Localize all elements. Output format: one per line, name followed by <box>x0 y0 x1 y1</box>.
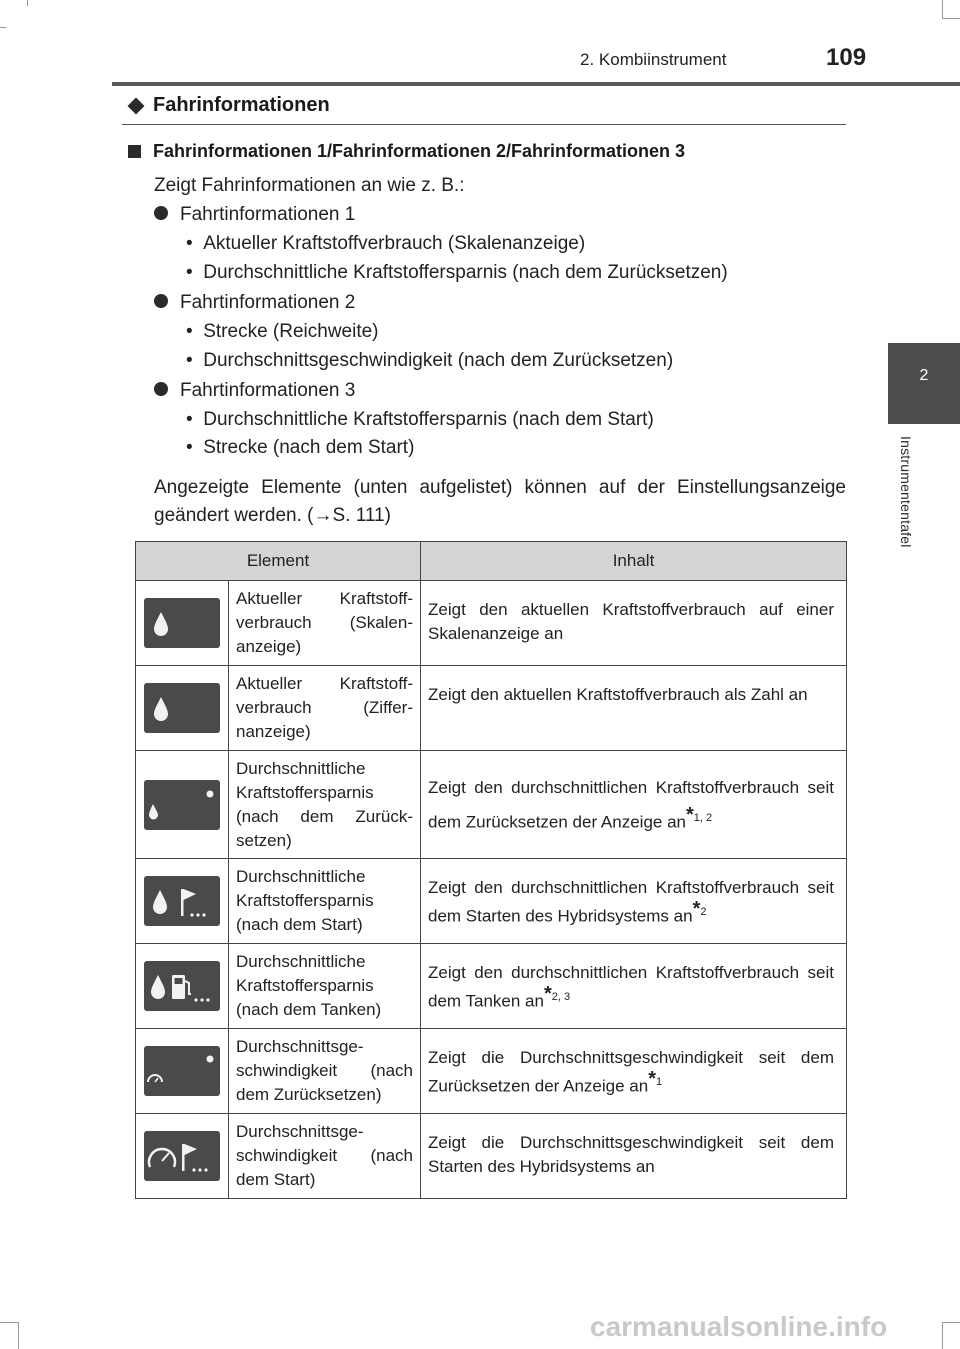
list-item: • Durchschnittliche Kraftstoffersparnis (nach dem Start) <box>186 409 654 430</box>
info-table <box>135 541 847 1199</box>
group-title: Fahrtinformationen 1 <box>180 204 356 225</box>
footnote-ref: 2, 3 <box>551 991 571 1003</box>
element-name: Durchschnittliche Kraftstoffersparnis (nach dem Tanken) <box>229 944 421 1029</box>
footnote-ref: 2 <box>700 906 707 918</box>
table-row <box>136 944 847 1029</box>
element-name: Aktueller Kraftstoff-verbrauch (Ziffer-nanzeige) <box>229 666 421 751</box>
fuel-drop-gauge-icon <box>144 598 220 648</box>
table-row <box>136 1114 847 1199</box>
column-header-content: Inhalt <box>421 542 847 581</box>
fuel-drop-number-icon <box>144 683 220 733</box>
element-description: Zeigt den durchschnittlichen Kraftstoffverbrauch seit dem Zurücksetzen der Anzeige an*$^{1, 2}$ <box>421 751 847 859</box>
element-description: Zeigt den aktuellen Kraftstoffverbrauch auf einer Skalenanzeige an <box>421 581 847 666</box>
list-group-title <box>154 204 355 226</box>
section-title: Fahrinformationen <box>153 94 330 116</box>
list-item: • Durchschnittsgeschwindigkeit (nach dem Zurücksetzen) <box>186 350 674 371</box>
section-heading <box>128 94 330 117</box>
intro-text: Zeigt Fahrinformationen an wie z. B.: <box>154 175 465 196</box>
subsection-heading <box>128 141 685 162</box>
chapter-number: 2 <box>919 367 929 384</box>
list-item: • Aktueller Kraftstoffverbrauch (Skalenanzeige) <box>186 233 586 254</box>
list-item: • Strecke (nach dem Start) <box>186 437 415 458</box>
list-item: • Strecke (Reichweite) <box>186 321 379 342</box>
footnote-ref: 1 <box>655 1076 663 1088</box>
settings-paragraph: Angezeigte Elemente (unten aufgelistet) können auf der Einstellungsanzeige geändert werden. (→S. 111) <box>154 477 846 526</box>
group-title: Fahrtinformationen 2 <box>180 292 356 313</box>
footnote-ref: 1, 2 <box>693 812 713 824</box>
list-group-title <box>154 380 355 402</box>
header-divider <box>112 82 960 86</box>
chapter-label: Instrumententafel <box>898 436 914 548</box>
footnote-asterisk: * <box>685 804 694 826</box>
column-header-element: Element <box>136 542 421 581</box>
list-item-text: Durchschnittliche Kraftstoffersparnis (nach dem Zurücksetzen) <box>203 262 728 283</box>
fuel-drop-pump-icon <box>144 961 220 1011</box>
element-description: Zeigt die Durchschnittsgeschwindigkeit seit dem Zurücksetzen der Anzeige an*$^1$ <box>421 1029 847 1114</box>
list-item-text: Durchschnittliche Kraftstoffersparnis (nach dem Start) <box>203 409 654 430</box>
table-header-row <box>136 542 847 581</box>
section-divider <box>122 124 846 125</box>
element-description: Zeigt den durchschnittlichen Kraftstoffverbrauch seit dem Starten des Hybridsystems an*$^2$ <box>421 859 847 944</box>
watermark: carmanualsonline.info <box>590 1311 888 1342</box>
footnote-asterisk: * <box>543 983 552 1005</box>
element-name: Aktueller Kraftstoff-verbrauch (Skalen-anzeige) <box>229 581 421 666</box>
subsection-title: Fahrinformationen 1/Fahrinformationen 2/Fahrinformationen 3 <box>153 141 686 161</box>
table-row <box>136 666 847 751</box>
list-item: • Durchschnittliche Kraftstoffersparnis (nach dem Zurücksetzen) <box>186 262 728 283</box>
element-name: Durchschnittsge-schwindigkeit (nach dem Zurücksetzen) <box>229 1029 421 1114</box>
element-description: Zeigt den aktuellen Kraftstoffverbrauch als Zahl an <box>421 666 847 751</box>
list-item-text: Aktueller Kraftstoffverbrauch (Skalenanzeige) <box>203 233 586 254</box>
header-section-title: 2. Kombiinstrument <box>580 50 727 69</box>
round-bullet-icon <box>154 294 168 308</box>
list-group-title <box>154 292 355 314</box>
table-row <box>136 751 847 859</box>
diamond-bullet-icon <box>128 97 145 114</box>
page-number: 109 <box>826 44 867 71</box>
fuel-drop-reset-icon <box>144 780 220 830</box>
table-row <box>136 581 847 666</box>
round-bullet-icon <box>154 382 168 396</box>
speedometer-flag-icon <box>144 1131 220 1181</box>
element-name: Durchschnittsge-schwindigkeit (nach dem Start) <box>229 1114 421 1199</box>
list-item-text: Strecke (Reichweite) <box>203 321 379 342</box>
round-bullet-icon <box>154 206 168 220</box>
table-row <box>136 1029 847 1114</box>
element-name: Durchschnittliche Kraftstoffersparnis (nach dem Start) <box>229 859 421 944</box>
element-description: Zeigt die Durchschnittsgeschwindigkeit seit dem Starten des Hybridsystems an <box>421 1114 847 1199</box>
list-item-text: Durchschnittsgeschwindigkeit (nach dem Zurücksetzen) <box>203 350 674 371</box>
footnote-asterisk: * <box>648 1068 656 1090</box>
list-item-text: Strecke (nach dem Start) <box>203 437 415 458</box>
group-title: Fahrtinformationen 3 <box>180 380 356 401</box>
table-row <box>136 859 847 944</box>
fuel-drop-flag-icon <box>144 876 220 926</box>
element-name: Durchschnittliche Kraftstoffersparnis (nach dem Zurück-setzen) <box>229 751 421 859</box>
footnote-asterisk: * <box>692 898 701 920</box>
square-bullet-icon <box>128 145 141 158</box>
speedometer-reset-icon <box>144 1046 220 1096</box>
element-description: Zeigt den durchschnittlichen Kraftstoffverbrauch seit dem Tanken an*$^{2, 3}$ <box>421 944 847 1029</box>
